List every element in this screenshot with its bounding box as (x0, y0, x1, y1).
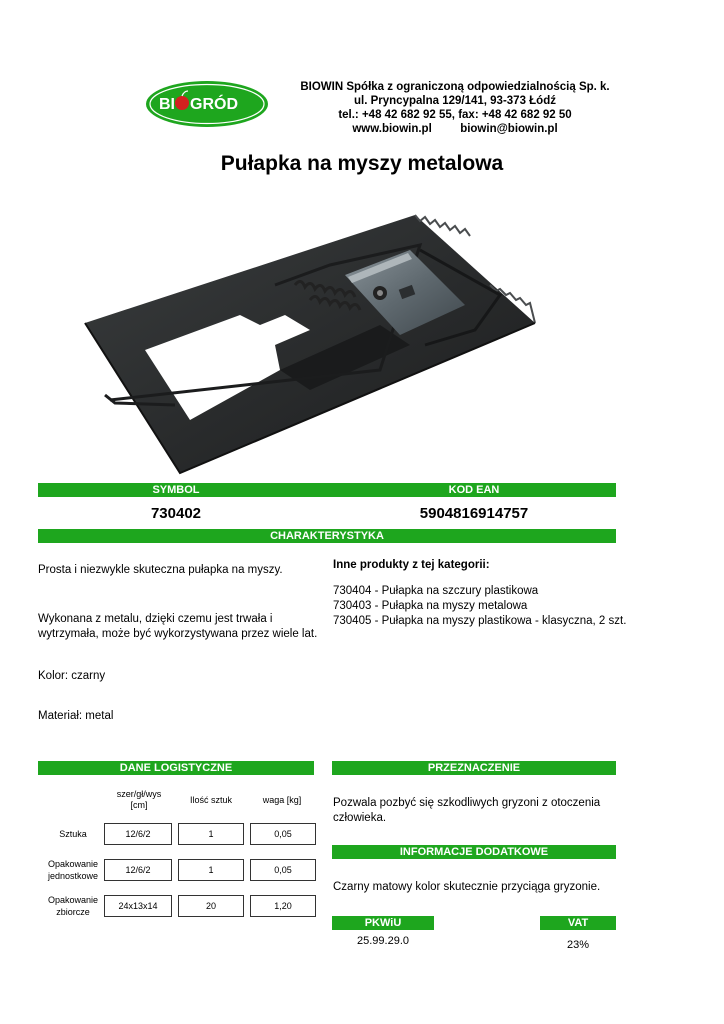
characteristics-intro: Prosta i niezwykle skuteczna pułapka na myszy. (38, 564, 283, 576)
material-info: Materiał: metal (38, 710, 114, 722)
pkwiu-header: PKWiU (332, 916, 434, 930)
row-label-line2: jednostkowe (47, 871, 99, 881)
additional-info-text: Czarny matowy kolor skutecznie przyciąga gryzonie. (333, 881, 601, 893)
logistics-row-label (38, 858, 108, 882)
logistics-row-label (38, 894, 108, 918)
symbol-label: SYMBOL (152, 484, 200, 496)
purpose-line-1: Pozwala pozbyć się szkodliwych gryzoni z otoczenia (333, 797, 601, 809)
additional-info-header: INFORMACJE DODATKOWE (332, 845, 616, 859)
company-web[interactable]: www.biowin.pl (352, 123, 432, 135)
logistics-cell-qty: 1 (178, 859, 244, 881)
company-name: BIOWIN Spółka z ograniczoną odpowiedzialnością Sp. k. (300, 81, 610, 93)
logistics-cell-weight: 0,05 (250, 823, 316, 845)
pkwiu-value: 25.99.29.0 (357, 935, 409, 947)
logistics-col-quantity: Ilość sztuk (189, 795, 232, 805)
other-product-item: 730405 - Pułapka na myszy plastikowa - klasyczna, 2 szt. (333, 615, 627, 627)
biogrod-logo (145, 80, 269, 128)
purpose-header: PRZEZNACZENIE (332, 761, 616, 775)
row-label-line1: Opakowanie (47, 859, 99, 869)
color-info: Kolor: czarny (38, 670, 106, 682)
purpose-text (333, 796, 616, 826)
company-info (300, 80, 610, 136)
logistics-col-weight: waga [kg] (262, 795, 302, 805)
logistics-col-dimensions (104, 789, 174, 811)
row-label-line1: Opakowanie (47, 895, 99, 905)
logistics-cell-qty: 1 (178, 823, 244, 845)
company-contact (300, 122, 610, 136)
col-dimensions-line1: szer/gł/wys (116, 789, 162, 799)
page-title: Pułapka na myszy metalowa (220, 152, 504, 175)
other-products-heading: Inne produkty z tej kategorii: (333, 559, 490, 571)
ean-value: 5904816914757 (419, 505, 529, 522)
logistics-cell-dims: 24x13x14 (104, 895, 172, 917)
logistics-cell-weight: 1,20 (250, 895, 316, 917)
row-label-line2: zbiorcze (56, 907, 90, 917)
logistics-cell-dims: 12/6/2 (104, 823, 172, 845)
company-phone: tel.: +48 42 682 92 55, fax: +48 42 682 92 50 (338, 109, 572, 121)
logistics-cell-dims: 12/6/2 (104, 859, 172, 881)
ean-label: KOD EAN (448, 484, 500, 496)
product-image (80, 205, 540, 475)
symbol-value: 730402 (150, 505, 202, 522)
vat-header: VAT (540, 916, 616, 930)
row-label-line1: Sztuka (59, 829, 87, 839)
logo-text-left: BI (159, 96, 175, 113)
description-line-2: wytrzymała, może być wykorzystywana przez wiele lat. (38, 628, 318, 640)
other-product-item: 730404 - Pułapka na szczury plastikowa (333, 585, 539, 597)
logistics-header: DANE LOGISTYCZNE (38, 761, 314, 775)
company-address: ul. Pryncypalna 129/141, 93-373 Łódź (354, 95, 556, 107)
characteristics-description (38, 612, 333, 642)
characteristics-header: CHARAKTERYSTYKA (38, 529, 616, 543)
logistics-cell-qty: 20 (178, 895, 244, 917)
vat-value: 23% (566, 939, 590, 951)
logistics-cell-weight: 0,05 (250, 859, 316, 881)
company-email[interactable]: biowin@biowin.pl (460, 123, 558, 135)
description-line-1: Wykonana z metalu, dzięki czemu jest trwała i (38, 613, 273, 625)
other-products-list (333, 584, 626, 629)
purpose-line-2: człowieka. (333, 812, 387, 824)
col-dimensions-line2: [cm] (130, 800, 148, 810)
logistics-row-label (38, 828, 108, 840)
logo-text-right: GRÓD (190, 96, 238, 113)
other-product-item: 730403 - Pułapka na myszy metalowa (333, 600, 528, 612)
